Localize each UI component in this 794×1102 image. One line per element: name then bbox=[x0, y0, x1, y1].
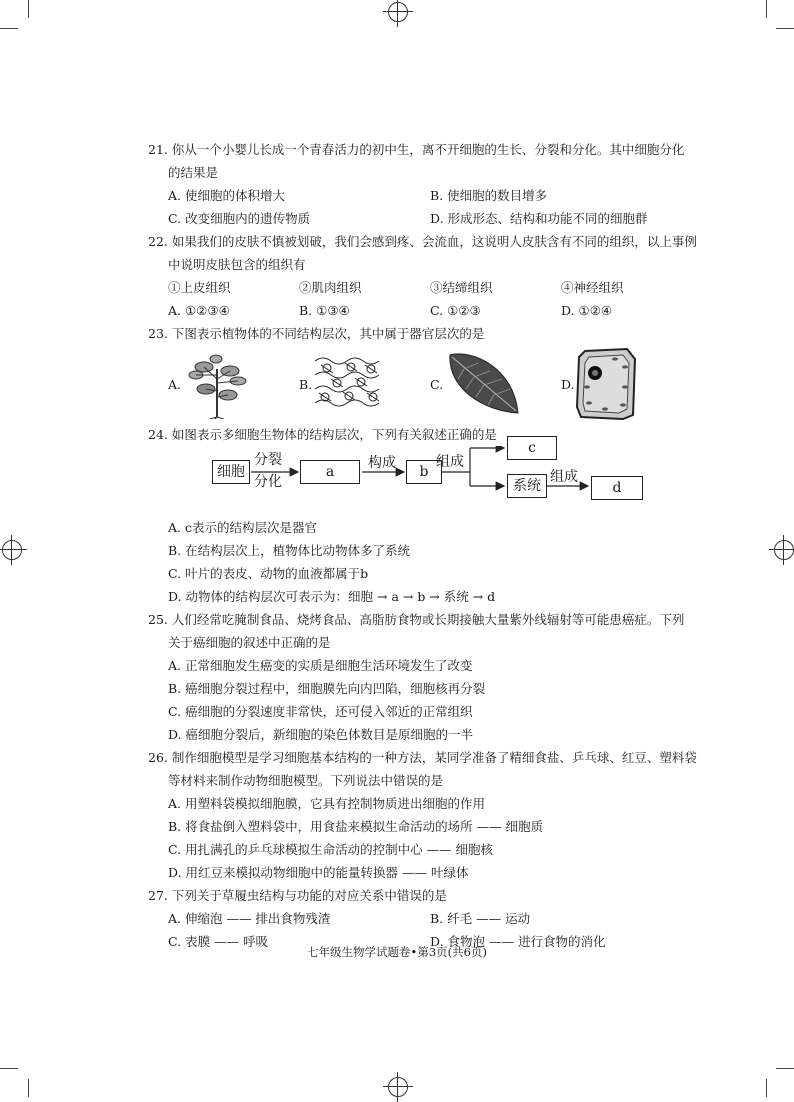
question-21-option-d: D. 形成形态、结构和功能不同的细胞群 bbox=[430, 211, 648, 226]
question-23 bbox=[148, 322, 700, 423]
crop-mark bbox=[776, 28, 794, 29]
crop-mark bbox=[766, 1079, 767, 1097]
question-25-option-a: A. 正常细胞发生癌变的实质是细胞生活环境发生了改变 bbox=[168, 658, 473, 673]
crop-mark bbox=[28, 1079, 29, 1097]
question-22-option-b: B. ①③④ bbox=[299, 303, 350, 318]
page-footer: 七年级生物学试题卷•第3页(共6页) bbox=[307, 945, 487, 959]
exam-content bbox=[148, 138, 700, 953]
question-24-stem: 24. 如图表示多细胞生物体的结构层次，下列有关叙述正确的是 bbox=[148, 427, 497, 442]
question-25-stem-cont: 关于癌细胞的叙述中正确的是 bbox=[168, 635, 331, 650]
leaf-image bbox=[444, 349, 522, 419]
question-27-stem: 27. 下列关于草履虫结构与功能的对应关系中错误的是 bbox=[148, 888, 447, 903]
question-23-option-d: D. bbox=[561, 376, 575, 392]
diagram-box-b: b bbox=[406, 460, 442, 484]
diagram-box-a: a bbox=[300, 460, 360, 484]
tissue-item: ②肌肉组织 bbox=[299, 280, 362, 295]
question-25-option-b: B. 癌细胞分裂过程中，细胞膜先向内凹陷，细胞核再分裂 bbox=[168, 681, 486, 696]
question-24 bbox=[148, 423, 700, 608]
diagram-label-form: 构成 bbox=[368, 455, 396, 471]
tissue-item: ①上皮组织 bbox=[168, 280, 231, 295]
question-26-stem-cont: 等材料来制作动物细胞模型。下列说法中错误的是 bbox=[168, 773, 444, 788]
crop-mark bbox=[766, 0, 767, 18]
diagram-label-divide: 分裂 bbox=[254, 452, 282, 468]
tissue-image bbox=[313, 353, 385, 415]
registration-mark-icon bbox=[388, 2, 408, 22]
question-24-option-b: B. 在结构层次上，植物体比动物体多了系统 bbox=[168, 543, 411, 558]
tissue-item: ④神经组织 bbox=[561, 280, 624, 295]
registration-mark-icon bbox=[388, 1077, 408, 1097]
question-25 bbox=[148, 608, 700, 746]
question-26 bbox=[148, 746, 700, 884]
question-26-stem: 26. 制作细胞模型是学习细胞基本结构的一种方法，某同学准备了精细食盐、乒乓球、红豆、塑料袋 bbox=[148, 750, 697, 765]
diagram-label-compose: 组成 bbox=[550, 469, 578, 485]
question-27-option-c: C. 表膜 —— 呼吸 bbox=[168, 934, 269, 949]
question-22-option-c: C. ①②③ bbox=[430, 303, 481, 318]
question-27-option-d: D. 食物泡 —— 进行食物的消化 bbox=[430, 934, 606, 949]
question-26-option-d: D. 用红豆来模拟动物细胞中的能量转换器 —— 叶绿体 bbox=[168, 865, 469, 880]
crop-mark bbox=[0, 28, 18, 29]
question-23-option-a: A. bbox=[168, 376, 182, 392]
question-22-stem-cont: 中说明皮肤包含的组织有 bbox=[168, 257, 306, 272]
question-21-option-c: C. 改变细胞内的遗传物质 bbox=[168, 211, 311, 226]
question-23-option-b: B. bbox=[299, 376, 313, 392]
tissue-item: ③结缔组织 bbox=[430, 280, 493, 295]
question-27-option-b: B. 纤毛 —— 运动 bbox=[430, 911, 531, 926]
question-21-stem: 21. 你从一个小婴儿长成一个青春活力的初中生，离不开细胞的生长、分裂和分化。其中细胞分化 bbox=[148, 142, 685, 157]
structure-level-diagram bbox=[208, 440, 700, 516]
plant-cell-image bbox=[575, 347, 637, 421]
question-21-stem-cont: 的结果是 bbox=[168, 165, 219, 180]
question-23-option-c: C. bbox=[430, 376, 444, 392]
question-24-option-c: C. 叶片的表皮、动物的血液都属于b bbox=[168, 566, 369, 581]
question-26-option-c: C. 用扎满孔的乒乓球模拟生命活动的控制中心 —— 细胞核 bbox=[168, 842, 494, 857]
question-21 bbox=[148, 138, 700, 230]
question-23-stem: 23. 下图表示植物体的不同结构层次，其中属于器官层次的是 bbox=[148, 326, 485, 341]
diagram-box-system: 系统 bbox=[507, 474, 547, 498]
question-26-option-b: B. 将食盐倒入塑料袋中，用食盐来模拟生命活动的场所 —— 细胞质 bbox=[168, 819, 544, 834]
question-22-option-a: A. ①②③④ bbox=[168, 303, 230, 318]
crop-mark bbox=[776, 1068, 794, 1069]
registration-mark-icon bbox=[2, 540, 22, 560]
question-25-stem: 25. 人们经常吃腌制食品、烧烤食品、高脂肪食物或长期接触大量紫外线辐射等可能患癌症。下列 bbox=[148, 612, 685, 627]
question-24-option-d: D. 动物体的结构层次可表示为：细胞 → a → b → 系统 → d bbox=[168, 589, 496, 604]
question-21-option-b: B. 使细胞的数目增多 bbox=[430, 188, 548, 203]
crop-mark bbox=[28, 0, 29, 18]
question-22-stem: 22. 如果我们的皮肤不慎被划破，我们会感到疼、会流血，这说明人皮肤含有不同的组织，以上事例 bbox=[148, 234, 697, 249]
crop-mark bbox=[0, 1068, 18, 1069]
diagram-label-compose: 组成 bbox=[436, 454, 464, 470]
diagram-box-c: c bbox=[507, 436, 557, 460]
diagram-box-d: d bbox=[591, 476, 643, 500]
question-26-option-a: A. 用塑料袋模拟细胞膜，它具有控制物质进出细胞的作用 bbox=[168, 796, 485, 811]
diagram-box-cell: 细胞 bbox=[212, 460, 250, 484]
plant-image bbox=[182, 349, 252, 419]
question-21-option-a: A. 使细胞的体积增大 bbox=[168, 188, 285, 203]
question-27 bbox=[148, 884, 700, 953]
question-27-option-a: A. 伸缩泡 —— 排出食物残渣 bbox=[168, 911, 331, 926]
question-22-option-d: D. ①②④ bbox=[561, 303, 613, 318]
question-25-option-d: D. 癌细胞分裂后，新细胞的染色体数目是原细胞的一半 bbox=[168, 727, 474, 742]
question-25-option-c: C. 癌细胞的分裂速度非常快，还可侵入邻近的正常组织 bbox=[168, 704, 473, 719]
question-22 bbox=[148, 230, 700, 322]
question-24-option-a: A. c表示的结构层次是器官 bbox=[168, 520, 317, 535]
registration-mark-icon bbox=[774, 540, 794, 560]
diagram-label-differentiate: 分化 bbox=[254, 474, 282, 490]
